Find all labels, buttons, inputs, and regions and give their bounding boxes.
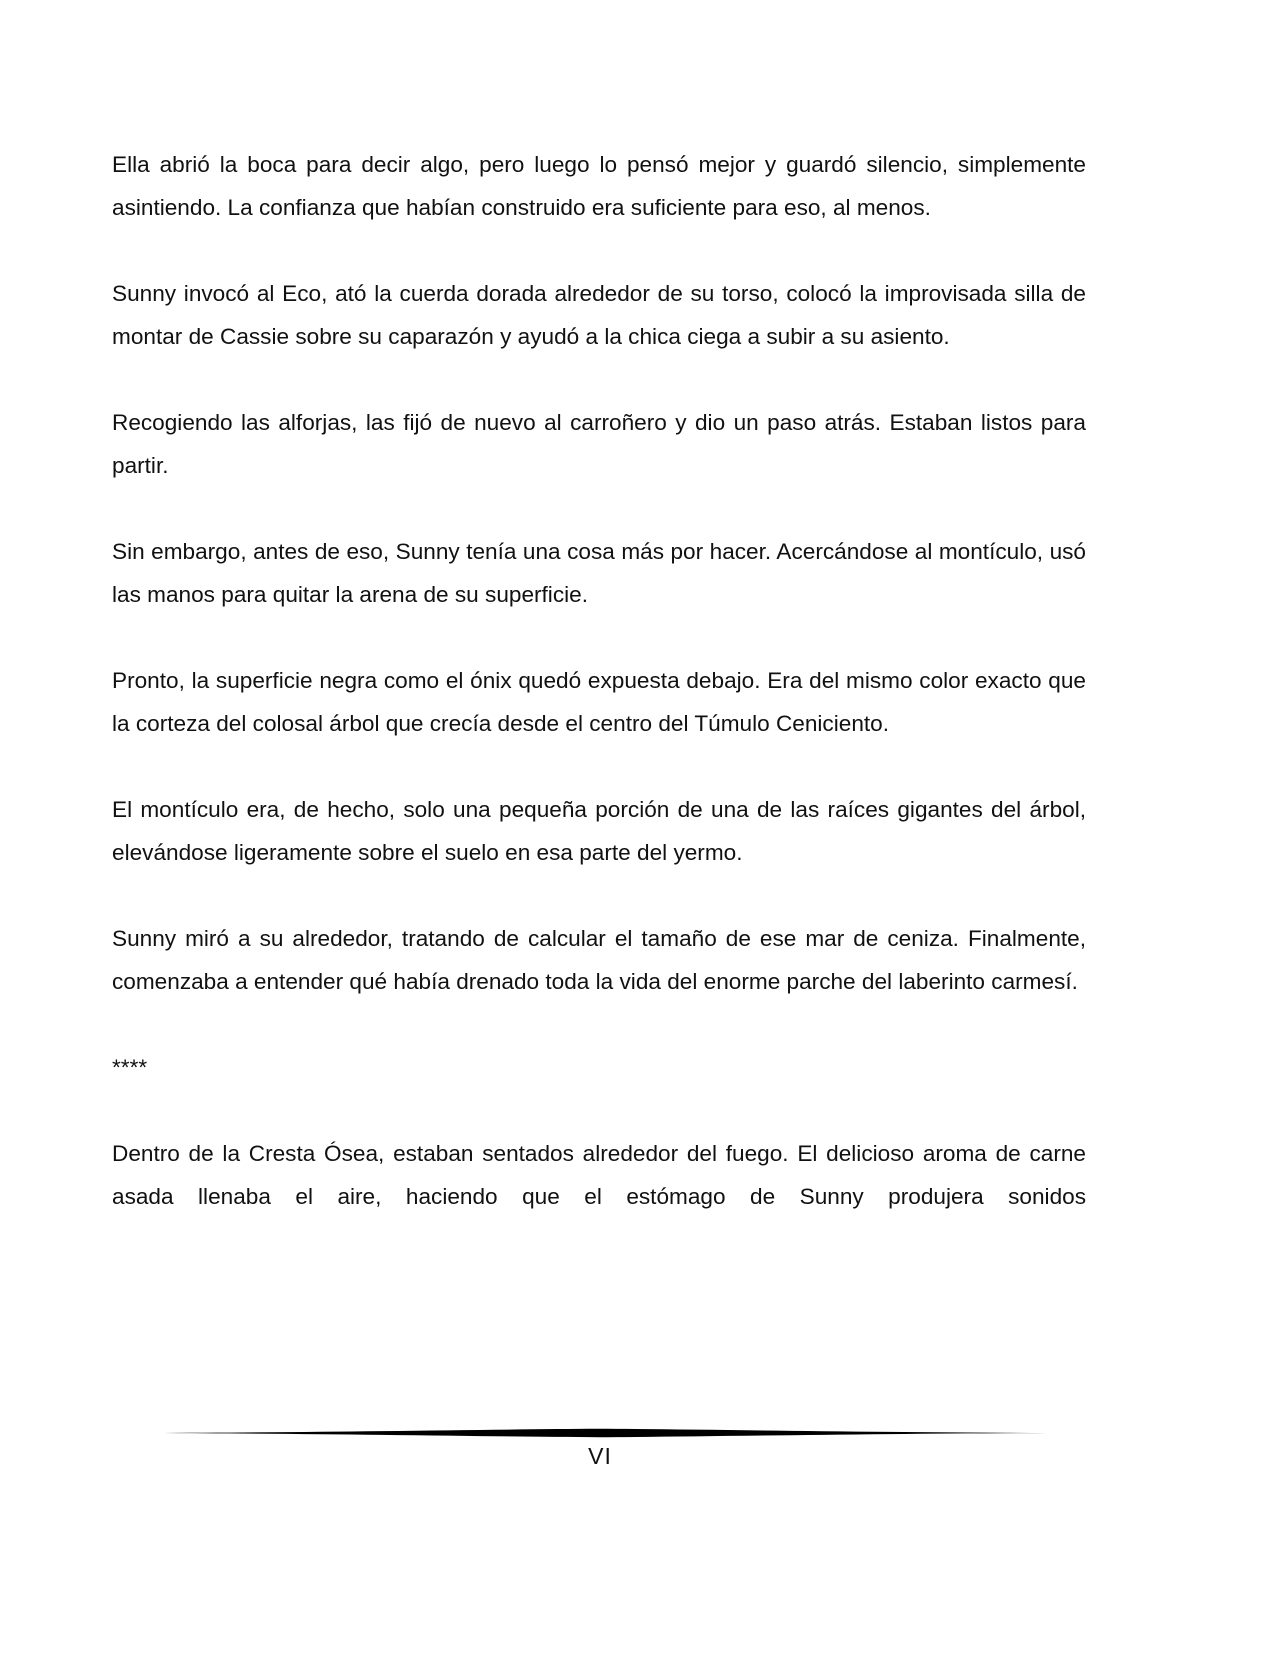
paragraph-7: Sunny miró a su alrededor, tratando de calcular el tamaño de ese mar de ceniza. Finalmente, comenzaba a entender qué había drenado toda la vida del enorme parche del laberinto carmesí.	[112, 926, 1086, 994]
paragraph-8: Dentro de la Cresta Ósea, estaban sentados alrededor del fuego. El delicioso aroma de carne asada llenaba el aire, haciendo que el estómago de Sunny produjera sonidos	[112, 1141, 1086, 1209]
paragraph-5: Pronto, la superficie negra como el ónix quedó expuesta debajo. Era del mismo color exacto que la corteza del colosal árbol que crecía desde el centro del Túmulo Ceniciento.	[112, 668, 1086, 736]
scene-break: ****	[112, 1055, 148, 1080]
paragraph-4: Sin embargo, antes de eso, Sunny tenía una cosa más por hacer. Acercándose al montículo, usó las manos para quitar la arena de su superficie.	[112, 539, 1086, 607]
paragraph-2: Sunny invocó al Eco, ató la cuerda dorada alrededor de su torso, colocó la improvisada silla de montar de Cassie sobre su caparazón y ayudó a la chica ciega a subir a su asiento.	[112, 281, 1086, 349]
body-text	[112, 143, 1086, 1261]
paragraph-1: Ella abrió la boca para decir algo, pero luego lo pensó mejor y guardó silencio, simplemente asintiendo. La confianza que habían construido era suficiente para eso, al menos.	[112, 152, 1086, 220]
page-number: VI	[588, 1443, 612, 1469]
paragraph-3: Recogiendo las alforjas, las fijó de nuevo al carroñero y dio un paso atrás. Estaban listos para partir.	[112, 410, 1086, 478]
footer-divider-shape	[150, 1429, 1048, 1437]
footer-divider	[150, 1428, 1048, 1438]
paragraph-6: El montículo era, de hecho, solo una pequeña porción de una de las raíces gigantes del árbol, elevándose ligeramente sobre el suelo en esa parte del yermo.	[112, 797, 1086, 865]
